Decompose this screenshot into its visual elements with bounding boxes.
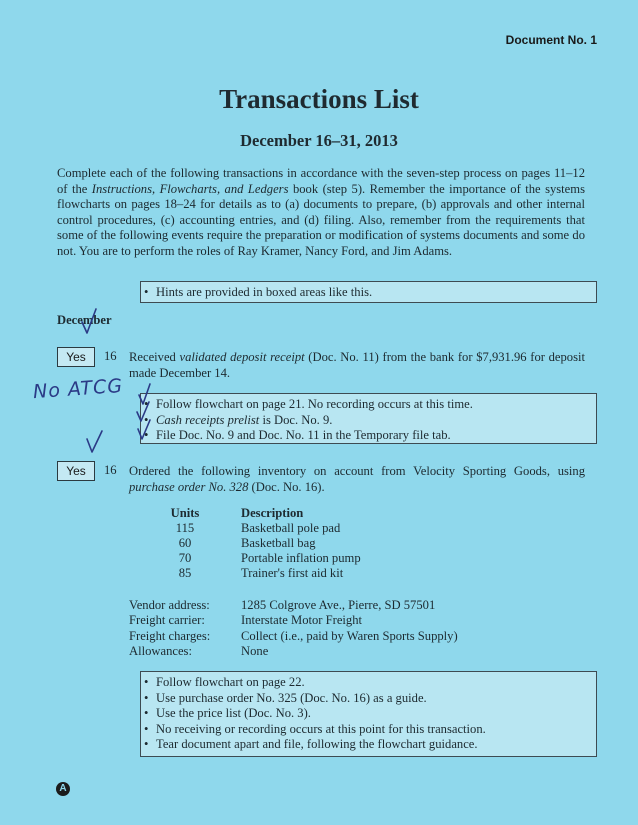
transaction-1-day: 16	[104, 349, 117, 363]
month-label: December	[57, 313, 112, 327]
hint-item: • Follow flowchart on page 21. No recording occurs at this time.	[141, 397, 596, 413]
checkmark-icon	[82, 309, 96, 333]
hint-item: • Follow flowchart on page 22.	[141, 675, 596, 691]
hint-item: • No receiving or recording occurs at this point for this transaction.	[141, 722, 596, 738]
allowances: None	[241, 644, 269, 659]
checkmark-icon	[137, 402, 149, 421]
hint-item: • File Doc. No. 9 and Doc. No. 11 in the Temporary file tab.	[141, 428, 596, 444]
table-cell: Portable inflation pump	[241, 551, 361, 565]
document-number: Document No. 1	[505, 33, 597, 47]
hint-item: • Use the price list (Doc. No. 3).	[141, 706, 596, 722]
vendor-labels: Vendor address: Freight carrier: Freight charges: Allowances:	[129, 598, 211, 659]
units-header: Units	[170, 506, 200, 520]
table-cell: 70	[178, 551, 192, 565]
description-header: Description	[241, 506, 304, 520]
vendor-address: 1285 Colgrove Ave., Pierre, SD 57501	[241, 598, 436, 612]
intro-paragraph: Complete each of the following transactions in accordance with the seven-step process on pages 11–12 of the Instructions, Flowcharts, and Ledgers book (step 5). Remember the importance of the systems flowcharts on pages 18–24 for details as to (a) documents to prepare, (b) approvals and other internal control procedures, (c) accounting entries, and (d) filing. Also, remember from the requirements that some of the following events require the preparation or modification of systems documents and some do not. You are to perform the roles of Ray Kramer, Nancy Ford, and Jim Adams.	[57, 166, 585, 258]
freight-charges: Collect (i.e., paid by Waren Sports Supply)	[241, 628, 458, 643]
yes-badge-1: Yes	[57, 347, 95, 367]
date-range: December 16–31, 2013	[240, 131, 398, 150]
table-cell: Basketball bag	[241, 536, 316, 550]
hint-example: • Hints are provided in boxed areas like this.	[141, 285, 596, 301]
hint-item: • Cash receipts prelist is Doc. No. 9.	[141, 413, 596, 429]
freight-carrier: Interstate Motor Freight	[241, 613, 363, 628]
transaction-2-text: Ordered the following inventory on account from Velocity Sporting Goods, using purchase order No. 328 (Doc. No. 16).	[129, 464, 585, 494]
table-cell: 115	[175, 521, 195, 535]
yes-badge-2: Yes	[57, 461, 95, 481]
hint-item: • Tear document apart and file, following the flowchart guidance.	[141, 737, 596, 753]
book-title: Instructions, Flowcharts, and Ledgers	[91, 181, 289, 196]
checkmark-icon	[139, 384, 150, 404]
page-title: Transactions List	[219, 84, 419, 114]
table-cell: 60	[178, 536, 192, 550]
handwritten-note: No ATCG	[32, 374, 124, 404]
checkmark-icon	[87, 431, 102, 452]
hint-item: • Use purchase order No. 325 (Doc. No. 16) as a guide.	[141, 691, 596, 707]
table-cell: 85	[178, 566, 192, 580]
transaction-2-day: 16	[104, 463, 117, 477]
table-cell: Basketball pole pad	[241, 521, 341, 535]
page-marker-icon: A	[56, 782, 70, 796]
checkmark-icon	[138, 420, 150, 439]
table-cell: Trainer's first aid kit	[241, 566, 344, 580]
transaction-1-text: Received validated deposit receipt (Doc. No. 11) from the bank for $7,931.96 for deposit made December 14.	[129, 350, 586, 380]
